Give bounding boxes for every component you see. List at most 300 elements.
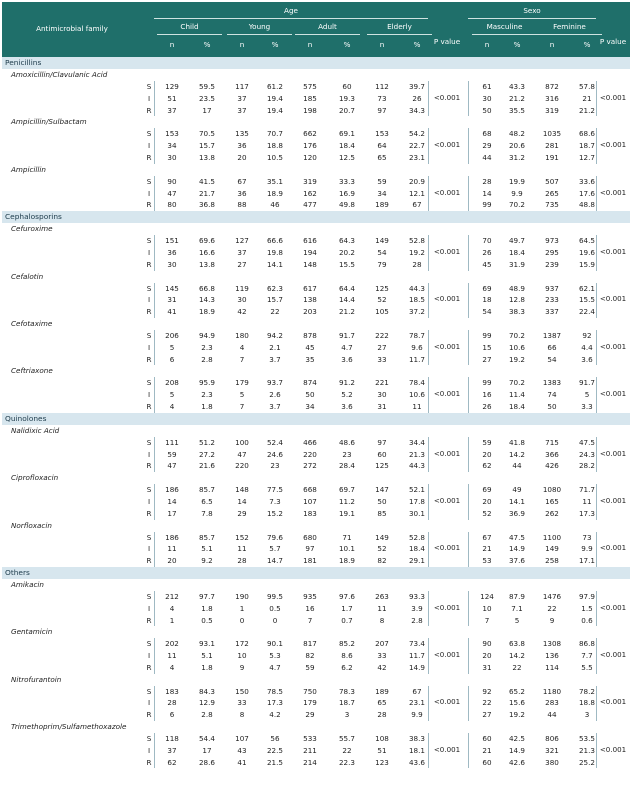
sex-cell: 53.5 — [578, 734, 595, 744]
sex-cell: 233 — [545, 295, 559, 305]
age-cell: 66.6 — [266, 236, 283, 246]
result-label: S — [146, 378, 152, 388]
age-cell: 214 — [303, 757, 317, 767]
age-cell: 36 — [237, 188, 247, 198]
age-cell: 19.2 — [408, 247, 425, 257]
age-cell: 680 — [303, 532, 317, 542]
age-cell: 533 — [303, 734, 317, 744]
result-label: R — [146, 757, 152, 767]
age-cell: 27 — [377, 342, 387, 352]
result-label: I — [147, 247, 151, 257]
age-cell: 54.4 — [198, 734, 215, 744]
sex-cell: 92 — [582, 330, 592, 340]
drug-block — [2, 638, 630, 673]
age-cell: 19.4 — [266, 93, 283, 103]
sex-cell: 90 — [482, 639, 492, 649]
column-n: n — [484, 40, 490, 49]
family-row: Cephalosporins — [2, 211, 630, 223]
age-cell: 5.3 — [269, 651, 281, 661]
sex-cell: 1476 — [542, 591, 562, 601]
drug-name: Trimethoprim/Sulfamethoxazole — [11, 722, 127, 732]
age-cell: 29.1 — [408, 556, 425, 566]
age-cell: 7.3 — [269, 496, 281, 506]
result-label: S — [146, 283, 152, 293]
column-divider — [154, 638, 155, 673]
sex-group-masculine: Masculine — [472, 20, 537, 35]
column-divider — [428, 437, 429, 472]
age-cell: 14 — [167, 496, 177, 506]
age-cell: 17 — [202, 105, 212, 115]
age-cell: 94.9 — [198, 330, 215, 340]
table-row — [2, 638, 630, 650]
sex-cell: 319 — [545, 105, 559, 115]
age-cell: 112 — [375, 82, 389, 91]
sex-cell: 44 — [547, 710, 557, 720]
sex-cell: 295 — [545, 247, 559, 257]
sex-cell: 49.7 — [508, 236, 525, 246]
age-cell: 189 — [375, 200, 389, 210]
column-divider — [154, 532, 155, 567]
age-cell: 37 — [237, 105, 247, 115]
column-divider — [468, 591, 469, 626]
sex-cell: 1308 — [542, 639, 562, 649]
table-row — [2, 496, 630, 508]
result-label: I — [147, 188, 151, 198]
result-label: S — [146, 236, 152, 246]
result-label: S — [146, 485, 152, 495]
sex-cell: 21 — [482, 745, 492, 755]
age-cell: 37 — [167, 745, 177, 755]
age-cell: 97.6 — [338, 591, 355, 601]
age-header: Age — [154, 4, 428, 19]
sex-cell: 9.9 — [511, 188, 523, 198]
age-group-adult: Adult — [295, 20, 360, 35]
age-cell: 59 — [167, 449, 177, 459]
result-label: S — [146, 176, 152, 186]
sex-p-value: <0.001 — [599, 140, 627, 150]
sex-cell: 99 — [482, 200, 492, 210]
sex-p-value: <0.001 — [599, 543, 627, 553]
age-cell: 37 — [237, 93, 247, 103]
age-cell: 100 — [235, 437, 249, 447]
age-cell: 59.5 — [198, 82, 215, 91]
age-cell: 190 — [235, 591, 249, 601]
age-cell: 91.2 — [338, 378, 355, 388]
sex-cell: 99 — [482, 330, 492, 340]
result-label: R — [146, 152, 152, 162]
age-cell: 272 — [303, 461, 317, 471]
age-cell: 120 — [303, 152, 317, 162]
drug-name: Nitrofurantoin — [11, 674, 62, 684]
age-cell: 29 — [305, 710, 315, 720]
age-cell: 220 — [303, 449, 317, 459]
age-p-value: <0.001 — [433, 389, 461, 399]
drug-block — [2, 484, 630, 519]
sex-cell: 872 — [545, 82, 559, 91]
age-cell: 85.7 — [198, 532, 215, 542]
drug-block — [2, 235, 630, 270]
table-row — [2, 697, 630, 709]
age-cell: 107 — [303, 496, 317, 506]
sex-cell: 20.6 — [508, 141, 525, 151]
age-cell: 668 — [303, 485, 317, 495]
sex-p-value: <0.001 — [599, 92, 627, 102]
table-row — [2, 662, 630, 674]
age-cell: 65 — [377, 698, 387, 708]
table-row — [2, 176, 630, 188]
age-cell: 24.6 — [266, 449, 283, 459]
age-cell: 616 — [303, 236, 317, 246]
sex-cell: 283 — [545, 698, 559, 708]
age-cell: 30.1 — [408, 508, 425, 518]
sex-cell: 3.6 — [581, 354, 593, 364]
age-cell: 617 — [303, 283, 317, 293]
table-row — [2, 745, 630, 757]
drug-name: Cefalotin — [11, 271, 44, 281]
sex-cell: 806 — [545, 734, 559, 744]
age-cell: 12.1 — [408, 188, 425, 198]
sex-cell: 91.7 — [578, 378, 595, 388]
sex-cell: 64.5 — [578, 236, 595, 246]
sex-p-value: <0.001 — [599, 448, 627, 458]
table-row — [2, 591, 630, 603]
column-divider — [596, 176, 597, 211]
age-p-value: <0.001 — [433, 140, 461, 150]
table-row — [2, 259, 630, 271]
age-cell: 16 — [305, 603, 315, 613]
sex-cell: 18.8 — [578, 698, 595, 708]
result-label: R — [146, 461, 152, 471]
age-cell: 95.9 — [198, 378, 215, 388]
age-cell: 151 — [165, 236, 179, 246]
result-label: R — [146, 401, 152, 411]
age-cell: 56 — [270, 734, 280, 744]
age-cell: 3.6 — [341, 354, 353, 364]
sex-cell: 18.4 — [508, 247, 525, 257]
age-cell: 27 — [237, 259, 247, 269]
family-row: Others — [2, 567, 630, 579]
age-cell: 52 — [377, 295, 387, 305]
age-cell: 26 — [412, 93, 422, 103]
column-n: n — [379, 40, 385, 49]
sex-cell: 1383 — [542, 378, 562, 388]
age-cell: 33 — [377, 354, 387, 364]
age-cell: 750 — [303, 686, 317, 696]
sex-cell: 17.6 — [578, 188, 595, 198]
age-cell: 18.8 — [266, 141, 283, 151]
column-divider — [596, 484, 597, 519]
result-label: I — [147, 651, 151, 661]
drug-block — [2, 686, 630, 721]
sex-cell: 25.2 — [578, 757, 595, 767]
column-n: n — [169, 40, 175, 49]
sex-cell: 59 — [482, 437, 492, 447]
age-cell: 3.7 — [269, 401, 281, 411]
age-cell: 198 — [303, 105, 317, 115]
age-cell: 202 — [165, 639, 179, 649]
age-cell: 9.9 — [411, 710, 423, 720]
age-cell: 64.4 — [338, 283, 355, 293]
age-cell: 11.2 — [338, 496, 355, 506]
result-label: S — [146, 591, 152, 601]
age-cell: 82 — [377, 556, 387, 566]
sex-cell: 15.6 — [508, 698, 525, 708]
sex-p-value: <0.001 — [599, 389, 627, 399]
age-cell: 46 — [270, 200, 280, 210]
age-cell: 77.5 — [266, 485, 283, 495]
sex-cell: 16 — [482, 390, 492, 400]
age-cell: 8 — [239, 710, 245, 720]
age-cell: 21.2 — [338, 307, 355, 317]
sex-cell: 165 — [545, 496, 559, 506]
sex-cell: 41.8 — [508, 437, 525, 447]
sex-cell: 22 — [482, 698, 492, 708]
result-label: I — [147, 496, 151, 506]
age-cell: 152 — [235, 532, 249, 542]
age-cell: 117 — [235, 82, 249, 91]
age-cell: 93.1 — [198, 639, 215, 649]
age-cell: 127 — [235, 236, 249, 246]
drug-name: Ceftriaxone — [11, 366, 53, 376]
age-cell: 23 — [342, 449, 352, 459]
sex-cell: 191 — [545, 152, 559, 162]
age-cell: 185 — [303, 93, 317, 103]
age-cell: 153 — [165, 129, 179, 139]
age-cell: 17 — [202, 745, 212, 755]
result-label: R — [146, 259, 152, 269]
drug-name: Norfloxacin — [11, 520, 52, 530]
age-cell: 18.9 — [338, 556, 355, 566]
column-n: n — [549, 40, 555, 49]
age-cell: 186 — [165, 532, 179, 542]
age-cell: 6 — [169, 354, 175, 364]
age-cell: 45 — [305, 342, 315, 352]
age-cell: 4.7 — [341, 342, 353, 352]
column-divider — [154, 591, 155, 626]
age-cell: 149 — [375, 532, 389, 542]
age-cell: 4 — [169, 401, 175, 411]
age-cell: 119 — [235, 283, 249, 293]
age-cell: 97 — [377, 437, 387, 447]
age-cell: 3.7 — [269, 354, 281, 364]
age-p-value: <0.001 — [433, 187, 461, 197]
sex-cell: 67 — [482, 532, 492, 542]
age-cell: 935 — [303, 591, 317, 601]
age-cell: 21.5 — [266, 757, 283, 767]
age-cell: 108 — [375, 734, 389, 744]
age-cell: 20.7 — [338, 105, 355, 115]
result-label: R — [146, 354, 152, 364]
age-cell: 85.7 — [198, 485, 215, 495]
age-group-elderly: Elderly — [367, 20, 432, 35]
sex-cell: 21 — [482, 544, 492, 554]
table-row — [2, 603, 630, 615]
sex-cell: 45 — [482, 259, 492, 269]
sex-cell: 50 — [482, 105, 492, 115]
family-row: Quinolones — [2, 413, 630, 425]
column-divider — [468, 81, 469, 116]
age-pvalue-header: P value — [433, 37, 461, 46]
column-divider — [428, 81, 429, 116]
age-cell: 23.5 — [198, 93, 215, 103]
sex-cell: 281 — [545, 141, 559, 151]
age-cell: 34 — [305, 401, 315, 411]
age-cell: 11 — [167, 544, 177, 554]
age-cell: 150 — [235, 686, 249, 696]
table-row — [2, 686, 630, 698]
result-label: S — [146, 686, 152, 696]
age-cell: 91.7 — [338, 330, 355, 340]
age-cell: 12.9 — [198, 698, 215, 708]
column-divider — [428, 686, 429, 721]
sex-cell: 21.2 — [508, 93, 525, 103]
age-cell: 10.6 — [408, 390, 425, 400]
sex-cell: 20 — [482, 651, 492, 661]
sex-cell: 92 — [482, 686, 492, 696]
sex-cell: 48.8 — [578, 200, 595, 210]
sex-cell: 47.5 — [508, 532, 525, 542]
table-row — [2, 128, 630, 140]
column-divider — [154, 686, 155, 721]
age-cell: 0.5 — [201, 615, 213, 625]
sex-cell: 27 — [482, 354, 492, 364]
sex-cell: 366 — [545, 449, 559, 459]
age-cell: 162 — [303, 188, 317, 198]
sex-p-value: <0.001 — [599, 294, 627, 304]
table-row — [2, 342, 630, 354]
result-label: I — [147, 141, 151, 151]
result-label: S — [146, 82, 152, 91]
age-cell: 22.5 — [266, 745, 283, 755]
column-divider — [154, 128, 155, 163]
column-divider — [468, 437, 469, 472]
column-divider — [596, 235, 597, 270]
age-cell: 14 — [237, 496, 247, 506]
age-cell: 149 — [375, 236, 389, 246]
age-cell: 67 — [237, 176, 247, 186]
sex-cell: 937 — [545, 283, 559, 293]
sex-cell: 3.3 — [581, 401, 593, 411]
age-cell: 212 — [165, 591, 179, 601]
result-label: I — [147, 93, 151, 103]
sex-cell: 33.6 — [578, 176, 595, 186]
column-divider — [428, 733, 429, 768]
sex-cell: 262 — [545, 508, 559, 518]
column-divider — [154, 484, 155, 519]
sex-cell: 86.8 — [578, 639, 595, 649]
drug-block — [2, 283, 630, 318]
age-cell: 148 — [303, 259, 317, 269]
age-cell: 69.6 — [198, 236, 215, 246]
age-cell: 10 — [237, 651, 247, 661]
drug-name: Ciprofloxacin — [11, 473, 59, 483]
sex-cell: 149 — [545, 544, 559, 554]
age-cell: 145 — [165, 283, 179, 293]
column-divider — [596, 377, 597, 412]
drug-block — [2, 733, 630, 768]
table-row — [2, 401, 630, 413]
age-cell: 0.5 — [269, 603, 281, 613]
table-row — [2, 757, 630, 769]
sex-cell: 54 — [482, 307, 492, 317]
age-cell: 7 — [239, 354, 245, 364]
column-divider — [596, 686, 597, 721]
age-cell: 183 — [165, 686, 179, 696]
sex-cell: 1080 — [542, 485, 562, 495]
age-cell: 148 — [235, 485, 249, 495]
sex-pvalue-header: P value — [599, 37, 627, 46]
result-label: R — [146, 710, 152, 720]
sex-cell: 47.5 — [578, 437, 595, 447]
age-cell: 7 — [307, 615, 313, 625]
age-p-value: <0.001 — [433, 650, 461, 660]
drug-name: Cefotaxime — [11, 318, 53, 328]
age-cell: 51 — [377, 745, 387, 755]
column-divider — [596, 638, 597, 673]
result-label: S — [146, 639, 152, 649]
age-cell: 29 — [237, 508, 247, 518]
sex-cell: 35.5 — [508, 105, 525, 115]
sex-cell: 70.2 — [508, 200, 525, 210]
age-cell: 5.1 — [201, 544, 213, 554]
column-divider — [154, 81, 155, 116]
drug-block — [2, 437, 630, 472]
age-cell: 107 — [235, 734, 249, 744]
sex-cell: 14.2 — [508, 449, 525, 459]
age-cell: 20.9 — [408, 176, 425, 186]
age-cell: 36 — [167, 247, 177, 257]
age-cell: 20 — [167, 556, 177, 566]
sex-cell: 1035 — [542, 129, 562, 139]
table-header — [2, 2, 630, 57]
sex-cell: 65.2 — [508, 686, 525, 696]
sex-cell: 21 — [582, 93, 592, 103]
result-label: I — [147, 544, 151, 554]
sex-cell: 7 — [484, 615, 490, 625]
drug-block — [2, 532, 630, 567]
result-label: R — [146, 615, 152, 625]
result-label: I — [147, 698, 151, 708]
age-cell: 30 — [167, 152, 177, 162]
table-row — [2, 306, 630, 318]
sex-cell: 68.6 — [578, 129, 595, 139]
age-cell: 6.5 — [201, 496, 213, 506]
column-divider — [468, 176, 469, 211]
age-cell: 208 — [165, 378, 179, 388]
age-cell: 2.8 — [201, 710, 213, 720]
age-cell: 69.7 — [338, 485, 355, 495]
sex-cell: 4.4 — [581, 342, 593, 352]
age-p-value: <0.001 — [433, 697, 461, 707]
sex-cell: 1100 — [542, 532, 562, 542]
age-cell: 47 — [167, 188, 177, 198]
sex-cell: 337 — [545, 307, 559, 317]
age-cell: 14.4 — [338, 295, 355, 305]
column-divider — [154, 330, 155, 365]
table-row — [2, 650, 630, 662]
result-label: I — [147, 390, 151, 400]
sex-cell: 43.3 — [508, 82, 525, 91]
column-percent: % — [343, 40, 351, 49]
age-cell: 64.3 — [338, 236, 355, 246]
column-percent: % — [513, 40, 521, 49]
age-cell: 14.9 — [408, 662, 425, 672]
age-p-value: <0.001 — [433, 294, 461, 304]
column-divider — [468, 377, 469, 412]
drug-block — [2, 591, 630, 626]
age-cell: 33 — [237, 698, 247, 708]
age-cell: 20 — [237, 152, 247, 162]
